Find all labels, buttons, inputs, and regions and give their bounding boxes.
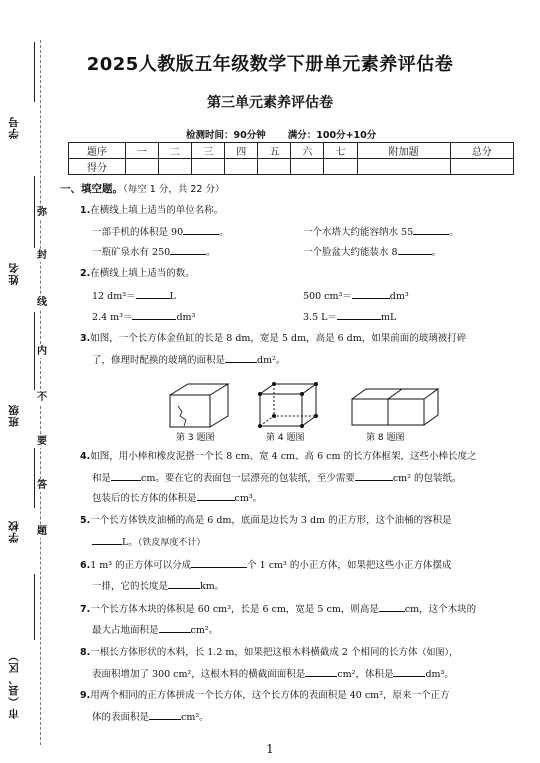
- test-score: 满分：100分+10分: [287, 130, 377, 141]
- question-number: 3.: [80, 333, 91, 344]
- section-note: （每空 1 分，共 22 分）: [123, 184, 225, 195]
- page-number: 1: [266, 742, 274, 756]
- score-table-header-row: [69, 143, 514, 159]
- binding-char: 内: [37, 346, 47, 357]
- answer-blank[interactable]: [305, 666, 337, 677]
- answer-blank[interactable]: [197, 490, 235, 501]
- question-number: 6.: [80, 560, 91, 571]
- binding-char: 答: [37, 480, 47, 491]
- figure-caption: 第 8 题图: [366, 433, 405, 443]
- score-input-cell[interactable]: [126, 159, 159, 175]
- question-5: [80, 513, 452, 529]
- table-cell: 四: [225, 143, 258, 159]
- table-cell: 六: [291, 143, 324, 159]
- question-4: [80, 449, 477, 465]
- score-input-cell[interactable]: [258, 159, 291, 175]
- question-2b: [303, 288, 409, 305]
- score-input-cell[interactable]: [450, 159, 513, 175]
- question-1d: [303, 244, 441, 261]
- answer-blank[interactable]: [149, 709, 181, 720]
- question-text: 12 dm³＝: [92, 291, 136, 302]
- question-text: cm²，体积是: [337, 669, 394, 680]
- question-number: 4.: [80, 451, 91, 462]
- answer-blank[interactable]: [413, 224, 449, 235]
- question-number: 2.: [80, 268, 91, 279]
- question-6-line2: [92, 578, 224, 595]
- question-1a: [92, 224, 229, 241]
- question-text: 表面积增加了 300 cm²，这根木料的横截面面积是: [92, 669, 306, 680]
- binding-char: 不: [37, 392, 47, 403]
- question-text: dm³: [176, 312, 196, 323]
- question-text: （如图），: [417, 648, 458, 658]
- question-9: [80, 688, 450, 704]
- question-text: 一根长方体形状的木料，长 1.2 m，如果把这根木料横截成 2 个相同的长方体: [90, 647, 418, 658]
- score-table: [68, 142, 514, 175]
- answer-blank[interactable]: [183, 224, 219, 235]
- score-input-cell[interactable]: [159, 159, 192, 175]
- section-title: 一、填空题。: [60, 183, 123, 195]
- score-table-score-row: [69, 159, 514, 175]
- score-input-cell[interactable]: [357, 159, 450, 175]
- binding-char: 弥: [37, 207, 47, 218]
- answer-blank[interactable]: [393, 666, 425, 677]
- question-7-line2: [92, 622, 218, 639]
- figure-q4-frame: [256, 380, 320, 430]
- question-text: dm²。: [257, 355, 286, 366]
- question-number: 9.: [80, 690, 91, 701]
- question-1b: [303, 224, 459, 241]
- question-text: 。: [449, 227, 459, 238]
- table-cell: 五: [258, 143, 291, 159]
- question-text: 一个脸盆大约能装水 8: [303, 247, 398, 258]
- question-number: 1.: [80, 205, 91, 216]
- question-text: 体的表面积是: [92, 712, 150, 723]
- test-time: 检测时间：90分钟: [186, 130, 266, 141]
- table-cell: 附加题: [357, 143, 450, 159]
- question-1c: [92, 244, 216, 261]
- question-text: cm³。: [234, 493, 263, 504]
- table-cell: 总分: [450, 143, 513, 159]
- question-number: 8.: [80, 647, 91, 658]
- table-cell: 二: [159, 143, 192, 159]
- question-text: km。: [200, 581, 225, 592]
- score-input-cell[interactable]: [225, 159, 258, 175]
- question-text: 一个长方体铁皮油桶的高是 6 dm，底面是边长为 3 dm 的正方形，这个油桶的容积是: [90, 515, 452, 526]
- table-cell: 七: [324, 143, 357, 159]
- question-text: L。: [122, 537, 138, 548]
- answer-blank[interactable]: [132, 309, 176, 320]
- test-info: [186, 127, 398, 141]
- answer-blank[interactable]: [168, 578, 200, 589]
- question-text: 2.4 m³＝: [92, 312, 133, 323]
- figure-caption: 第 4 题图: [266, 433, 305, 443]
- answer-blank[interactable]: [170, 244, 206, 255]
- city-label: 市（县、区）: [8, 650, 20, 719]
- page-subtitle: 第三单元素养评估卷: [207, 95, 333, 111]
- binding-char: 线: [37, 297, 47, 308]
- student-id-label: 学号: [8, 116, 20, 139]
- question-text: 一排，它的长度是: [92, 581, 169, 592]
- answer-blank[interactable]: [92, 534, 122, 545]
- question-text: （铁皮厚度不计）: [137, 538, 206, 548]
- question-text: L: [169, 291, 176, 302]
- answer-blank[interactable]: [398, 244, 432, 255]
- class-line: [34, 312, 35, 390]
- question-text: 。: [206, 247, 216, 258]
- class-label: 班级: [8, 404, 20, 427]
- answer-blank[interactable]: [379, 601, 405, 612]
- question-3-line2: [92, 352, 285, 369]
- question-2a: [92, 288, 176, 305]
- question-text: 和是: [92, 473, 112, 484]
- school-line: [34, 448, 35, 508]
- question-8-line2: [92, 666, 454, 683]
- answer-blank[interactable]: [355, 470, 393, 481]
- question-text: 3.5 L＝: [303, 312, 337, 323]
- question-text: 如图，用小棒和橡皮泥搭一个长 8 cm、宽 4 cm、高 6 cm 的长方体框架，这些小棒长度之: [90, 451, 477, 462]
- question-8: [80, 645, 458, 661]
- score-input-cell[interactable]: [192, 159, 225, 175]
- answer-blank[interactable]: [159, 622, 191, 633]
- question-1: [80, 203, 223, 219]
- score-input-cell[interactable]: [291, 159, 324, 175]
- question-text: 一个水塔大约能容纳水 55: [303, 227, 414, 238]
- question-text: 500 cm³＝: [303, 291, 352, 302]
- question-7: [80, 601, 476, 618]
- question-6: [80, 557, 451, 574]
- question-2d: [303, 309, 396, 326]
- table-cell: 得分: [69, 159, 126, 175]
- question-text: 了，修理时配换的玻璃的面积是: [92, 355, 226, 366]
- question-4-line2: [92, 470, 462, 487]
- question-text: 在横线上填上适当的数。: [90, 268, 195, 279]
- question-3: [80, 331, 466, 347]
- question-2: [80, 266, 195, 282]
- question-text: 。: [219, 227, 229, 238]
- question-text: 包装后的长方体的体积是: [92, 493, 197, 504]
- school-label: 学校: [8, 520, 20, 543]
- name-line: [34, 176, 35, 248]
- question-text: cm² 的包装纸。: [392, 473, 462, 484]
- question-5-line2: [92, 534, 205, 551]
- answer-blank[interactable]: [111, 470, 141, 481]
- question-text: 一个长方体木块的体积是 60 cm³，长是 6 cm，宽是 5 cm，则高是: [90, 604, 379, 615]
- question-text: 一部手机的体积是 90: [92, 227, 184, 238]
- question-number: 5.: [80, 515, 91, 526]
- question-text: 。: [431, 247, 442, 258]
- question-2c: [92, 309, 195, 326]
- table-cell: 三: [192, 143, 225, 159]
- section-heading: [60, 181, 224, 196]
- table-cell: 题序: [69, 143, 126, 159]
- page-title: 2025人教版五年级数学下册单元素养评估卷: [86, 54, 454, 75]
- question-text: 最大占地面积是: [92, 625, 159, 636]
- question-4-line3: [92, 490, 262, 507]
- question-text: cm，这个木块的: [404, 604, 477, 615]
- name-label: 姓名: [8, 262, 20, 285]
- question-text: cm²。: [190, 625, 219, 636]
- answer-blank[interactable]: [352, 288, 390, 299]
- score-input-cell[interactable]: [324, 159, 357, 175]
- question-text: 1 m³ 的正方体可以分成: [90, 560, 192, 571]
- question-text: 如图，一个长方体金鱼缸的长是 8 dm，宽是 5 dm，高是 6 dm，如果前面的玻璃被打碎: [90, 333, 467, 344]
- question-text: 一瓶矿泉水有 250: [92, 247, 171, 258]
- answer-blank[interactable]: [225, 352, 257, 363]
- question-text: cm²。: [181, 712, 209, 723]
- binding-char: 封: [37, 250, 47, 261]
- figure-q8-wood: [350, 387, 440, 427]
- question-number: 7.: [80, 604, 91, 615]
- question-text: dm³。: [425, 669, 454, 680]
- answer-blank[interactable]: [136, 288, 170, 299]
- question-text: dm³: [389, 291, 409, 302]
- question-9-line2: [92, 709, 209, 726]
- question-text: cm。要在它的表面包一层漂亮的包装纸，至少需要: [141, 473, 355, 484]
- binding-char: 要: [37, 436, 47, 447]
- binding-char: 题: [37, 526, 47, 537]
- question-text: 用两个相同的正方体拼成一个长方体，这个长方体的表面积是 40 cm²，原来一个正方: [90, 690, 450, 701]
- question-text: mL: [380, 312, 397, 323]
- question-text: 个 1 cm³ 的小正方体，如果把这些小正方体摆成: [247, 560, 452, 571]
- table-cell: 一: [126, 143, 159, 159]
- city-line: [34, 574, 35, 640]
- figure-q3-fish-tank: [168, 382, 232, 430]
- answer-blank[interactable]: [337, 309, 381, 320]
- question-text: 在横线上填上适当的单位名称。: [90, 205, 224, 216]
- figure-caption: 第 3 题图: [176, 433, 215, 443]
- answer-blank[interactable]: [191, 557, 247, 568]
